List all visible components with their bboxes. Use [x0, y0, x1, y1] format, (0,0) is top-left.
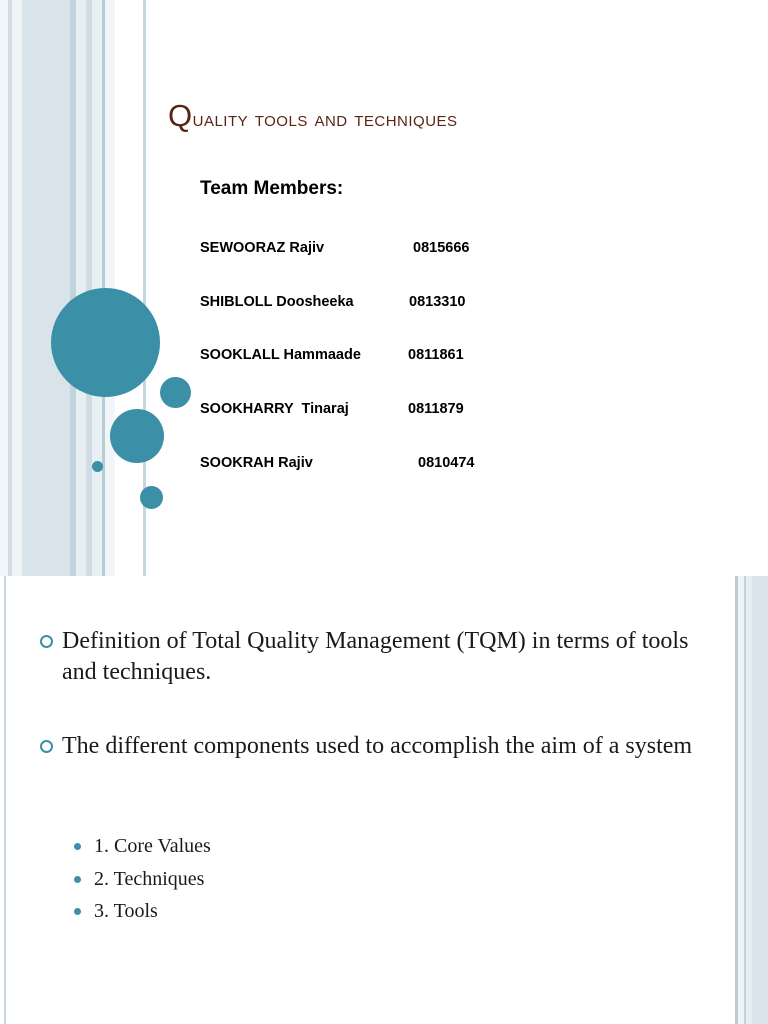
- member-name: SEWOORAZ Rajiv: [200, 240, 325, 256]
- sub-bullet-text: 1. Core Values: [94, 835, 211, 857]
- member-name: SHIBLOLL Doosheeka: [200, 294, 354, 310]
- member-name: SOOKHARRY Tinaraj: [200, 401, 349, 417]
- bullet-text: Definition of Total Quality Management (TQM) in terms of tools and techniques.: [62, 628, 689, 685]
- slide-title: Quality tools and techniques: [168, 98, 458, 133]
- bullet-dot-icon: [74, 843, 81, 850]
- bullet-text: The different components used to accomplish the aim of a system: [62, 733, 693, 759]
- member-name: SOOKLALL Hammaade: [200, 347, 361, 363]
- bullet-item: [40, 731, 700, 762]
- bullet-ring-icon: [40, 740, 53, 753]
- member-id: 0810474: [418, 455, 475, 471]
- sub-bullet-text: 2. Techniques: [94, 868, 205, 890]
- team-heading: Team Members:: [200, 178, 344, 199]
- member-id: 0811861: [408, 347, 464, 363]
- member-id: 0815666: [413, 240, 470, 256]
- bullet-dot-icon: [74, 876, 81, 883]
- sub-bullet-item: [74, 835, 211, 858]
- decor-circle-small: [140, 486, 163, 509]
- sub-bullet-item: [74, 868, 204, 891]
- decor-circle-medium: [110, 409, 164, 463]
- bullet-dot-icon: [74, 908, 81, 915]
- decor-stripe: [12, 0, 22, 576]
- member-id: 0813310: [409, 294, 466, 310]
- decor-stripe: [76, 0, 86, 576]
- sub-bullet-text: 3. Tools: [94, 900, 158, 922]
- decor-circle-small: [160, 377, 191, 408]
- decor-circle-large: [51, 288, 160, 397]
- member-id: 0811879: [408, 401, 464, 417]
- sub-bullet-item: [74, 900, 158, 923]
- decor-stripe: [752, 576, 768, 1024]
- bullet-item: [40, 626, 700, 688]
- bullet-ring-icon: [40, 635, 53, 648]
- member-name: SOOKRAH Rajiv: [200, 455, 313, 471]
- decor-stripe: [4, 576, 6, 1024]
- content-slide: [0, 576, 768, 1024]
- decor-stripe: [0, 0, 8, 576]
- decor-circle-tiny: [92, 461, 103, 472]
- decor-stripe: [22, 0, 70, 576]
